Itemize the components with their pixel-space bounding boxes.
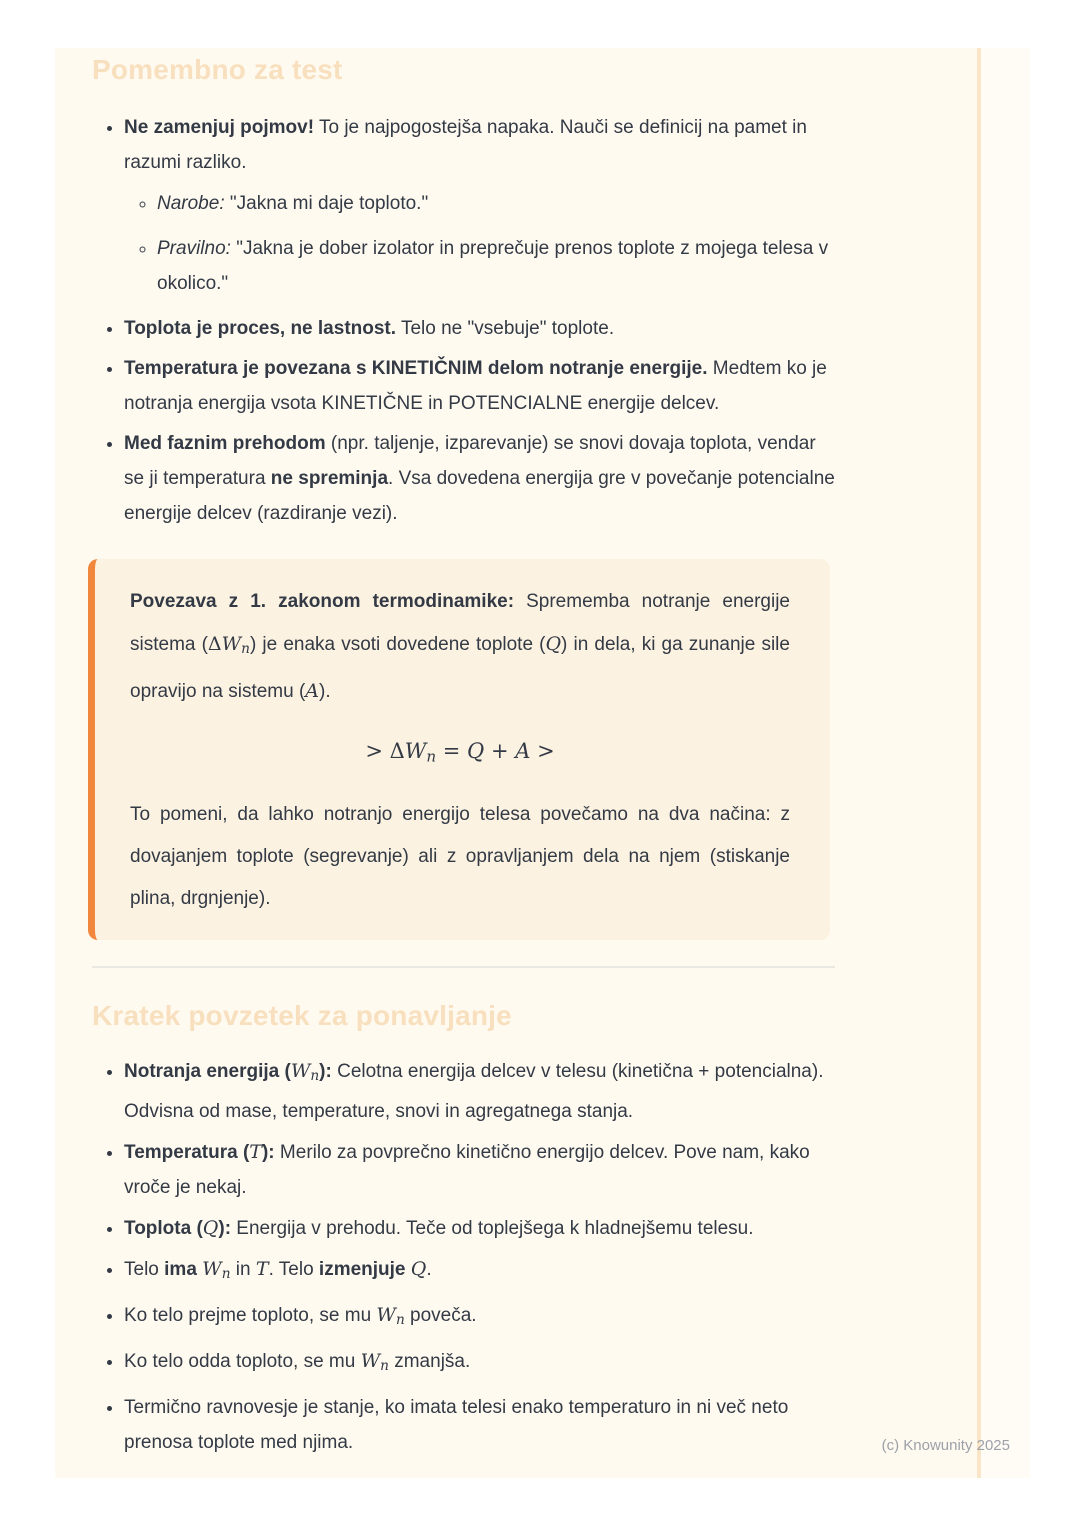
list-item	[124, 110, 835, 301]
document-page	[55, 48, 1030, 1478]
list-item	[124, 1211, 835, 1246]
list-item-text: Toplota (Q): Energija v prehodu. Teče od toplejšega k hladnejšemu telesu.	[124, 1217, 754, 1240]
formula-delta-wn: > ΔWn = Q + A >	[365, 739, 555, 766]
copyright-credit: (c) Knowunity 2025	[881, 1437, 1010, 1454]
list-item-text: Toplota je proces, ne lastnost. Telo ne "vsebuje" toplote.	[124, 318, 615, 339]
list-item	[124, 426, 835, 531]
list-item-text: Notranja energija (Wn): Celotna energija delcev v telesu (kinetična + potencialna). Odvisna od mase, temperature, snovi in agregatnega stanja.	[124, 1060, 824, 1123]
list-item	[124, 1390, 835, 1460]
document-content	[55, 48, 835, 1460]
list-item	[157, 186, 835, 221]
list-item-text: Temperatura je povezana s KINETIČNIM delom notranje energije. Medtem ko je notranja energija vsota KINETIČNE in POTENCIALNE energije delcev.	[124, 358, 827, 414]
section-divider	[92, 966, 835, 968]
list-item-text: Pravilno: "Jakna je dober izolator in preprečuje prenos toplote z mojega telesa v okolico."	[157, 238, 829, 294]
list-item	[124, 1344, 835, 1384]
summary-list	[92, 1054, 835, 1460]
example-sub-list	[124, 186, 835, 301]
important-points-list	[92, 110, 835, 531]
list-item	[124, 1135, 835, 1205]
page-right-margin	[981, 48, 1030, 1478]
list-item	[124, 1252, 835, 1292]
list-item-text: Ko telo prejme toploto, se mu Wn poveča.	[124, 1304, 477, 1329]
callout-paragraph: To pomeni, da lahko notranjo energijo telesa povečamo na dva načina: z dovajanjem toplote (segrevanje) ali z opravljanjem dela na njem (stiskanje plina, drgnjenje).	[130, 804, 790, 910]
list-item	[124, 351, 835, 421]
list-item-text: Temperatura (T): Merilo za povprečno kinetično energijo delcev. Pove nam, kako vroče je nekaj.	[124, 1141, 810, 1199]
list-item-text: Ne zamenjuj pojmov! To je najpogostejša napaka. Nauči se definicij na pamet in razumi razliko.	[124, 117, 807, 173]
section-title-pomembno-za-test: Pomembno za test	[92, 54, 343, 85]
list-item-text: Med faznim prehodom (npr. taljenje, izparevanje) se snovi dovaja toplota, vendar se ji temperatura ne spreminja. Vsa dovedena energija gre v povečanje potencialne energije delcev (razdiranje vezi).	[124, 433, 835, 524]
list-item	[124, 1298, 835, 1338]
list-item	[124, 311, 835, 346]
list-item-text: Ko telo odda toploto, se mu Wn zmanjša.	[124, 1350, 471, 1375]
list-item-text: Narobe: "Jakna mi daje toploto."	[157, 193, 429, 214]
list-item	[124, 1054, 835, 1129]
list-item-text: Telo ima Wn in T. Telo izmenjuje Q.	[124, 1258, 432, 1283]
list-item	[157, 231, 835, 301]
thermodynamics-callout-box	[88, 559, 830, 940]
section-title-kratek-povzetek: Kratek povzetek za ponavljanje	[92, 1000, 512, 1032]
callout-paragraph: Povezava z 1. zakonom termodinamike: Sprememba notranje energije sistema (ΔWn) je enaka vsoti dovedene toplote (Q) in dela, ki ga zunanje sile opravijo na sistemu (A).	[130, 591, 790, 702]
list-item-text: Termično ravnovesje je stanje, ko imata telesi enako temperaturo in ni več neto prenosa toplote med njima.	[124, 1397, 789, 1454]
page-accent-edge-line	[977, 48, 981, 1478]
